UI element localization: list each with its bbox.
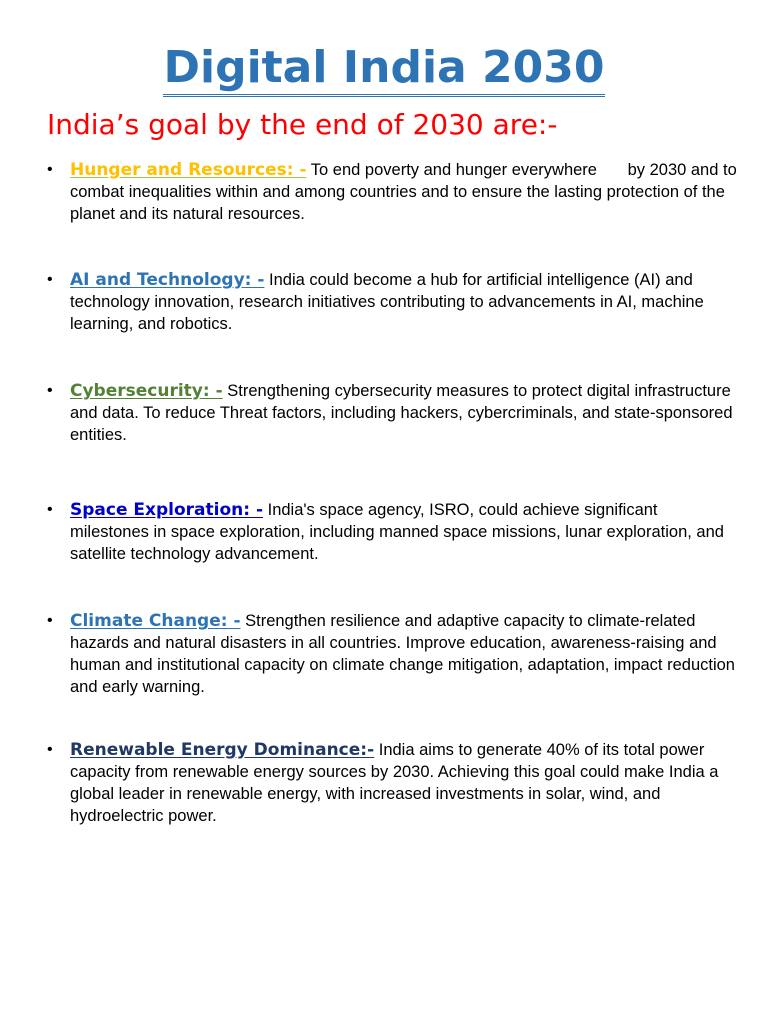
bullet-icon: •	[47, 271, 53, 288]
goal-body	[70, 159, 737, 225]
goal-heading-ai-and-technology: AI and Technology: -	[70, 270, 265, 290]
goal-item-ai-and-technology	[47, 269, 737, 335]
page-title	[0, 40, 768, 97]
goal-body	[70, 269, 737, 335]
goal-item-cybersecurity	[47, 380, 737, 446]
goal-heading-climate-change: Climate Change: -	[70, 611, 241, 631]
goal-body	[70, 610, 737, 698]
goal-text-part-2: by 2030 and to combat inequalities within and among countries and to ensure the lasting protection of the planet and its natural resources.	[70, 161, 737, 223]
bullet-icon: •	[47, 741, 53, 758]
goal-text-part-1: To end poverty and hunger everywhere	[310, 161, 597, 179]
goal-heading-renewable-energy-dominance: Renewable Energy Dominance:-	[70, 740, 375, 760]
bullet-icon: •	[47, 501, 53, 518]
goal-text: Strengthening cybersecurity measures to protect digital infrastructure and data. To reduce Threat factors, including hackers, cybercriminals, and state-sponsored entities.	[70, 382, 733, 444]
goal-text: India could become a hub for artificial intelligence (AI) and technology innovation, research initiatives contributing to advancements in AI, machine learning, and robotics.	[70, 271, 704, 333]
goal-body	[70, 499, 737, 565]
goal-item-space-exploration	[47, 499, 737, 565]
goal-item-climate-change	[47, 610, 737, 698]
page-subtitle: India’s goal by the end of 2030 are:-	[47, 108, 558, 141]
goal-text: India aims to generate 40% of its total power capacity from renewable energy sources by 2030. Achieving this goal could make India a global leader in renewable energy, with increased investments in solar, wind, and hydroelectric power.	[70, 741, 719, 825]
goal-body	[70, 739, 737, 827]
goal-heading-space-exploration: Space Exploration: -	[70, 500, 264, 520]
goal-heading-cybersecurity: Cybersecurity: -	[70, 381, 223, 401]
goal-item-renewable-energy-dominance	[47, 739, 737, 827]
goal-body	[70, 380, 737, 446]
goal-item-hunger-and-resources	[47, 159, 737, 225]
bullet-icon: •	[47, 161, 53, 178]
bullet-icon: •	[47, 382, 53, 399]
goal-heading-hunger-and-resources: Hunger and Resources: -	[70, 160, 307, 180]
goal-text: Strengthen resilience and adaptive capacity to climate-related hazards and natural disasters in all countries. Improve education, awareness-raising and human and institutional capacity on climate change mitigation, adaptation, impact reduction and early warning.	[70, 612, 735, 696]
bullet-icon: •	[47, 612, 53, 629]
page-title-text: Digital India 2030	[163, 42, 604, 97]
goal-text: India's space agency, ISRO, could achieve significant milestones in space exploration, including manned space missions, lunar exploration, and satellite technology advancement.	[70, 501, 724, 563]
